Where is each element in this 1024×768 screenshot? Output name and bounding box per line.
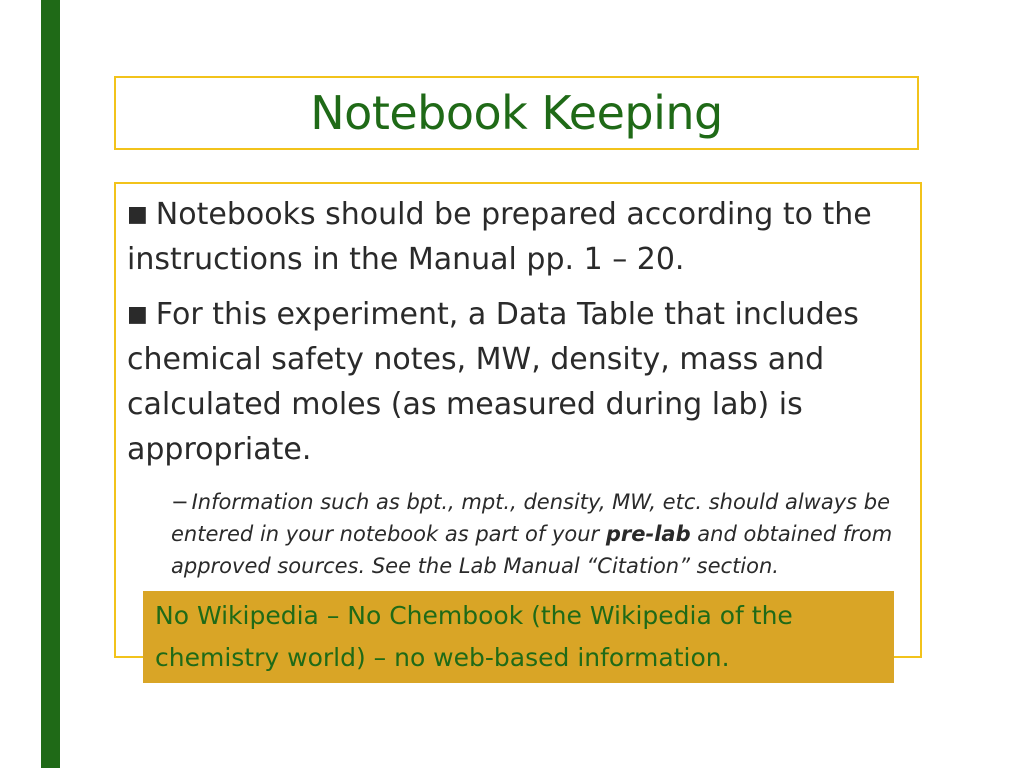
bullet-text: Notebooks should be prepared according to the instructions in the Manual pp. 1 – 20. xyxy=(127,197,872,277)
title-box xyxy=(114,76,919,150)
sub-bullet-information xyxy=(171,486,906,582)
bullet-square-icon: ■ xyxy=(127,202,148,227)
bullet-text: For this experiment, a Data Table that includes chemical safety notes, MW, density, mass and calculated moles (as measured during lab) is appropriate. xyxy=(127,297,859,467)
bullet-square-icon: ■ xyxy=(127,302,148,327)
warning-callout: No Wikipedia – No Chembook (the Wikipedia of the chemistry world) – no web-based information. xyxy=(143,591,894,683)
left-accent-bar xyxy=(41,0,60,768)
content-box xyxy=(114,182,922,658)
slide-title: Notebook Keeping xyxy=(310,86,723,140)
bullet-data-table xyxy=(127,292,907,472)
bullet-notebooks xyxy=(127,192,907,282)
sub-bullet-text-after: and obtained from approved sources. See the Lab Manual “Citation” section. xyxy=(171,522,893,578)
sub-bullet-bold-prelab: pre-lab xyxy=(605,522,691,546)
sub-bullet-dash-icon: − xyxy=(171,490,189,514)
sub-bullet-text-before: Information such as bpt., mpt., density, MW, etc. should always be entered in your notebook as part of your xyxy=(171,490,891,546)
